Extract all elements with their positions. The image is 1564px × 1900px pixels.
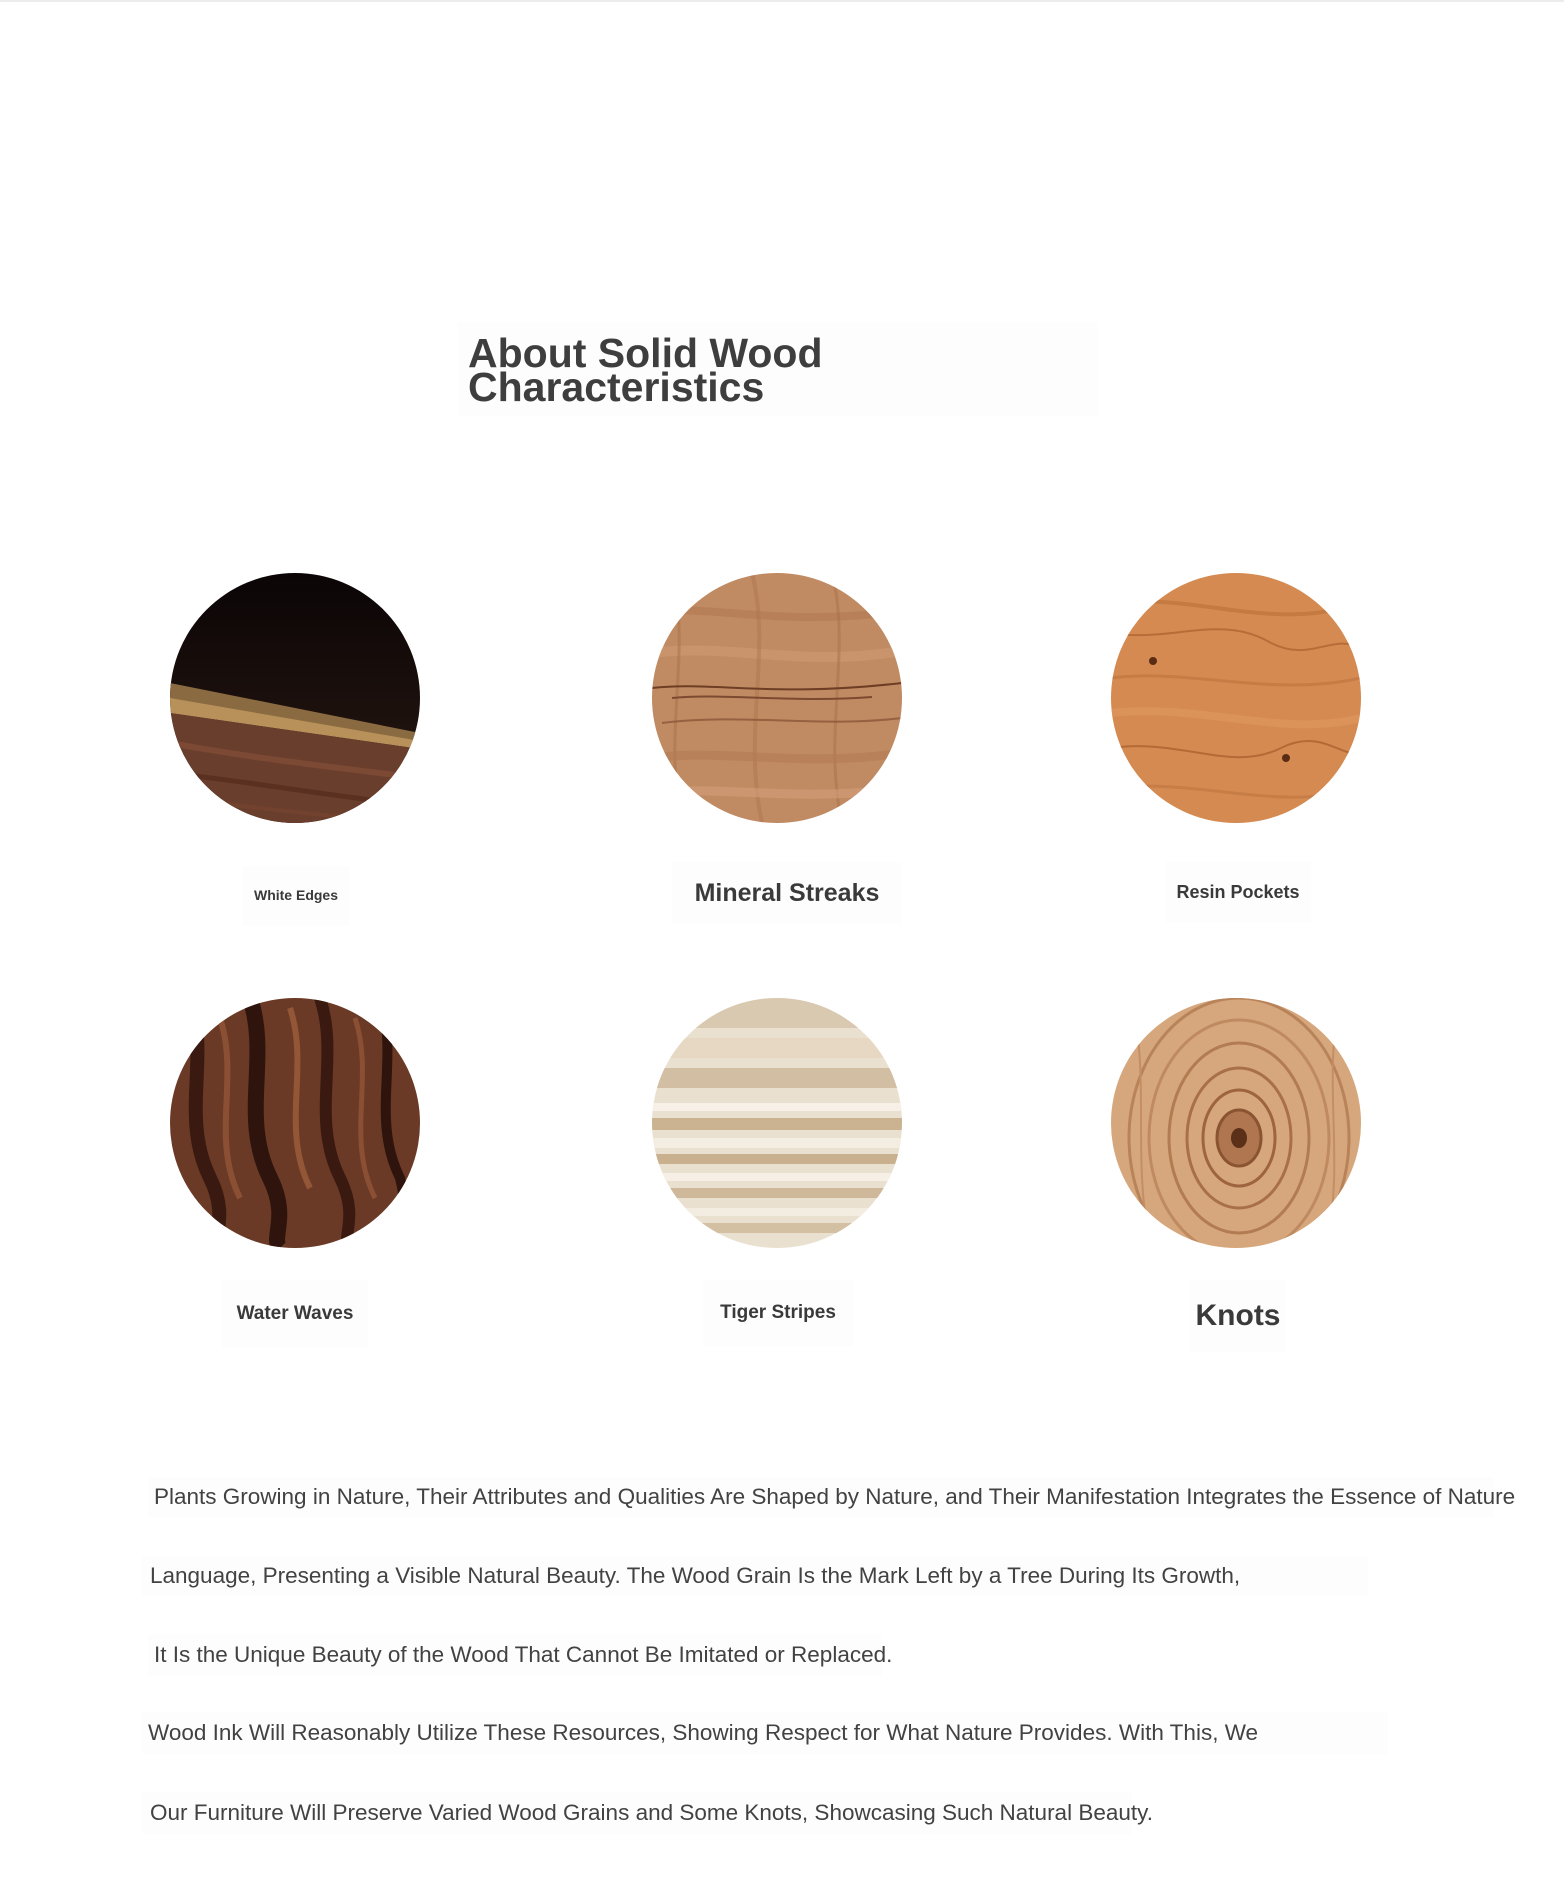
section-heading xyxy=(458,322,1098,416)
characteristic-label: White Edges xyxy=(243,866,349,926)
water-waves-wood-image xyxy=(170,998,420,1248)
characteristic-label: Resin Pockets xyxy=(1165,862,1311,922)
description-text: It Is the Unique Beauty of the Wood That Cannot Be Imitated or Replaced. xyxy=(154,1642,893,1667)
white-edges-wood-image xyxy=(170,573,420,823)
mineral-streaks-wood-image xyxy=(652,573,902,823)
page-title-line-2: Characteristics xyxy=(468,364,765,410)
description-line-4 xyxy=(142,1712,1388,1754)
tiger-stripes-wood-image xyxy=(652,998,902,1248)
description-text: Our Furniture Will Preserve Varied Wood Grains and Some Knots, Showcasing Such Natural Beauty. xyxy=(150,1800,1153,1825)
characteristic-label: Water Waves xyxy=(222,1280,368,1348)
page-title xyxy=(468,330,823,410)
description-text: Wood Ink Will Reasonably Utilize These Resources, Showing Respect for What Nature Provides. With This, We xyxy=(148,1720,1259,1745)
description-text: Language, Presenting a Visible Natural Beauty. The Wood Grain Is the Mark Left by a Tree During Its Growth, xyxy=(150,1563,1241,1588)
top-divider xyxy=(0,0,1564,2)
characteristic-label: Knots xyxy=(1190,1280,1286,1352)
characteristic-label: Mineral Streaks xyxy=(672,862,902,924)
knots-wood-image xyxy=(1111,998,1361,1248)
description-line-1 xyxy=(148,1477,1516,1517)
characteristic-label: Tiger Stripes xyxy=(703,1280,853,1346)
description-line-2 xyxy=(142,1556,1368,1596)
page-title-line-1: About Solid Wood xyxy=(468,330,823,376)
resin-pockets-wood-image xyxy=(1111,573,1361,823)
description-line-5 xyxy=(142,1792,1153,1834)
description-line-3 xyxy=(148,1634,893,1676)
description-text: Plants Growing in Nature, Their Attributes and Qualities Are Shaped by Nature, and Their Manifestation Integrates the Essence of Nature xyxy=(154,1484,1516,1509)
